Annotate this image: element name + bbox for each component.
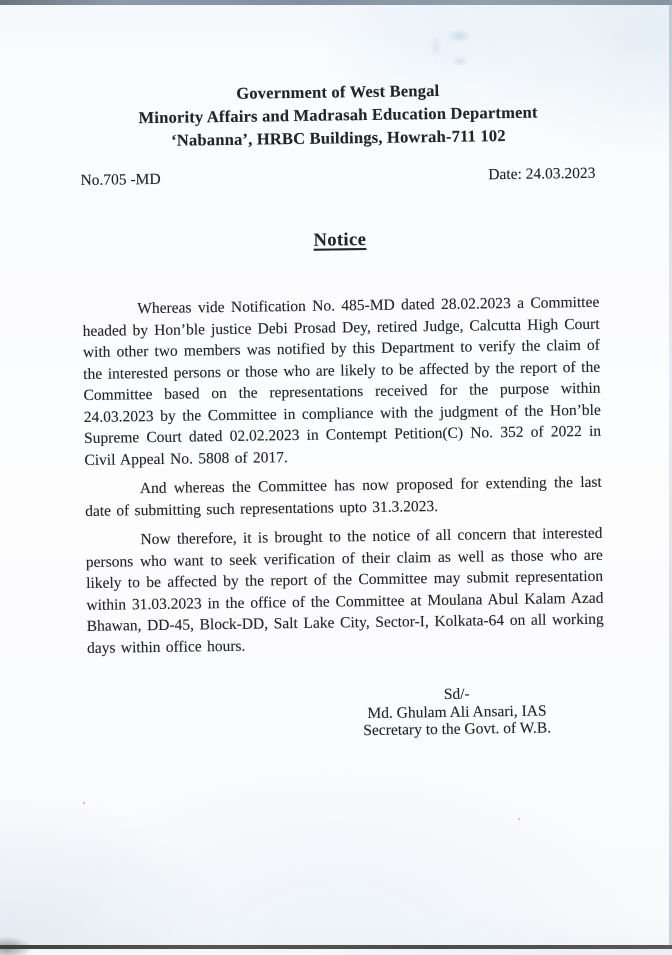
letterhead-government: Government of West Bengal (236, 80, 440, 103)
scan-speck (518, 818, 520, 820)
letterhead (79, 77, 597, 153)
scan-speck (83, 802, 85, 804)
letterhead-department: Minority Affairs and Madrasah Education Department (138, 102, 538, 128)
notice-body (82, 292, 604, 659)
notice-title: Notice (313, 229, 367, 251)
signatory-name: Md. Ghulam Ali Ansari, IAS (367, 702, 547, 723)
signatory-designation: Secretary to the Govt. of W.B. (363, 719, 552, 740)
letterhead-address: ‘Nabanna’, HRBC Buildings, Howrah-711 102 (171, 126, 506, 150)
paragraph-now-therefore: Now therefore, it is brought to the notice of all concern that interested persons who want to seek verification of their claim as well as those who are likely to be affected by the report of the Committee may submit representation within 31.03.2023 in the office of the Committee at Moulana Abul Kalam Azad Bhawan, DD-45, Block-DD, Salt Lake City, Sector-I, Kolkata-64 on all working days within office hours. (85, 524, 604, 657)
scan-bottom-edge-artifact (0, 945, 672, 949)
signature-sd: Sd/- (443, 685, 470, 703)
notice-title-wrap (81, 227, 598, 255)
reference-row (80, 165, 597, 190)
paragraph-whereas: Whereas vide Notification No. 485-MD dated 28.02.2023 a Committee headed by Hon’ble justice Debi Prosad Dey, retired Judge, Calcutta High Court with other two members was notified by this Department to verify the claim of the interested persons or those who are likely to be affected by the report of the Committee based on the representations received for the purpose within 24.03.2023 by the Committee in compliance with the judgment of the Hon’ble Supreme Court dated 02.02.2023 in Contempt Petition(C) No. 352 of 2022 in Civil Appeal No. 5808 of 2017. (82, 293, 602, 469)
memo-date: Date: 24.03.2023 (488, 164, 596, 184)
notice-document (78, 0, 605, 743)
paragraph-and-whereas: And whereas the Committee has now proposed for extending the last date of submitting such representations upto 31.3.2023. (85, 473, 602, 520)
memo-number: No.705 -MD (80, 170, 161, 189)
scan-corner-smudge (0, 921, 56, 955)
signature-block (357, 684, 558, 739)
